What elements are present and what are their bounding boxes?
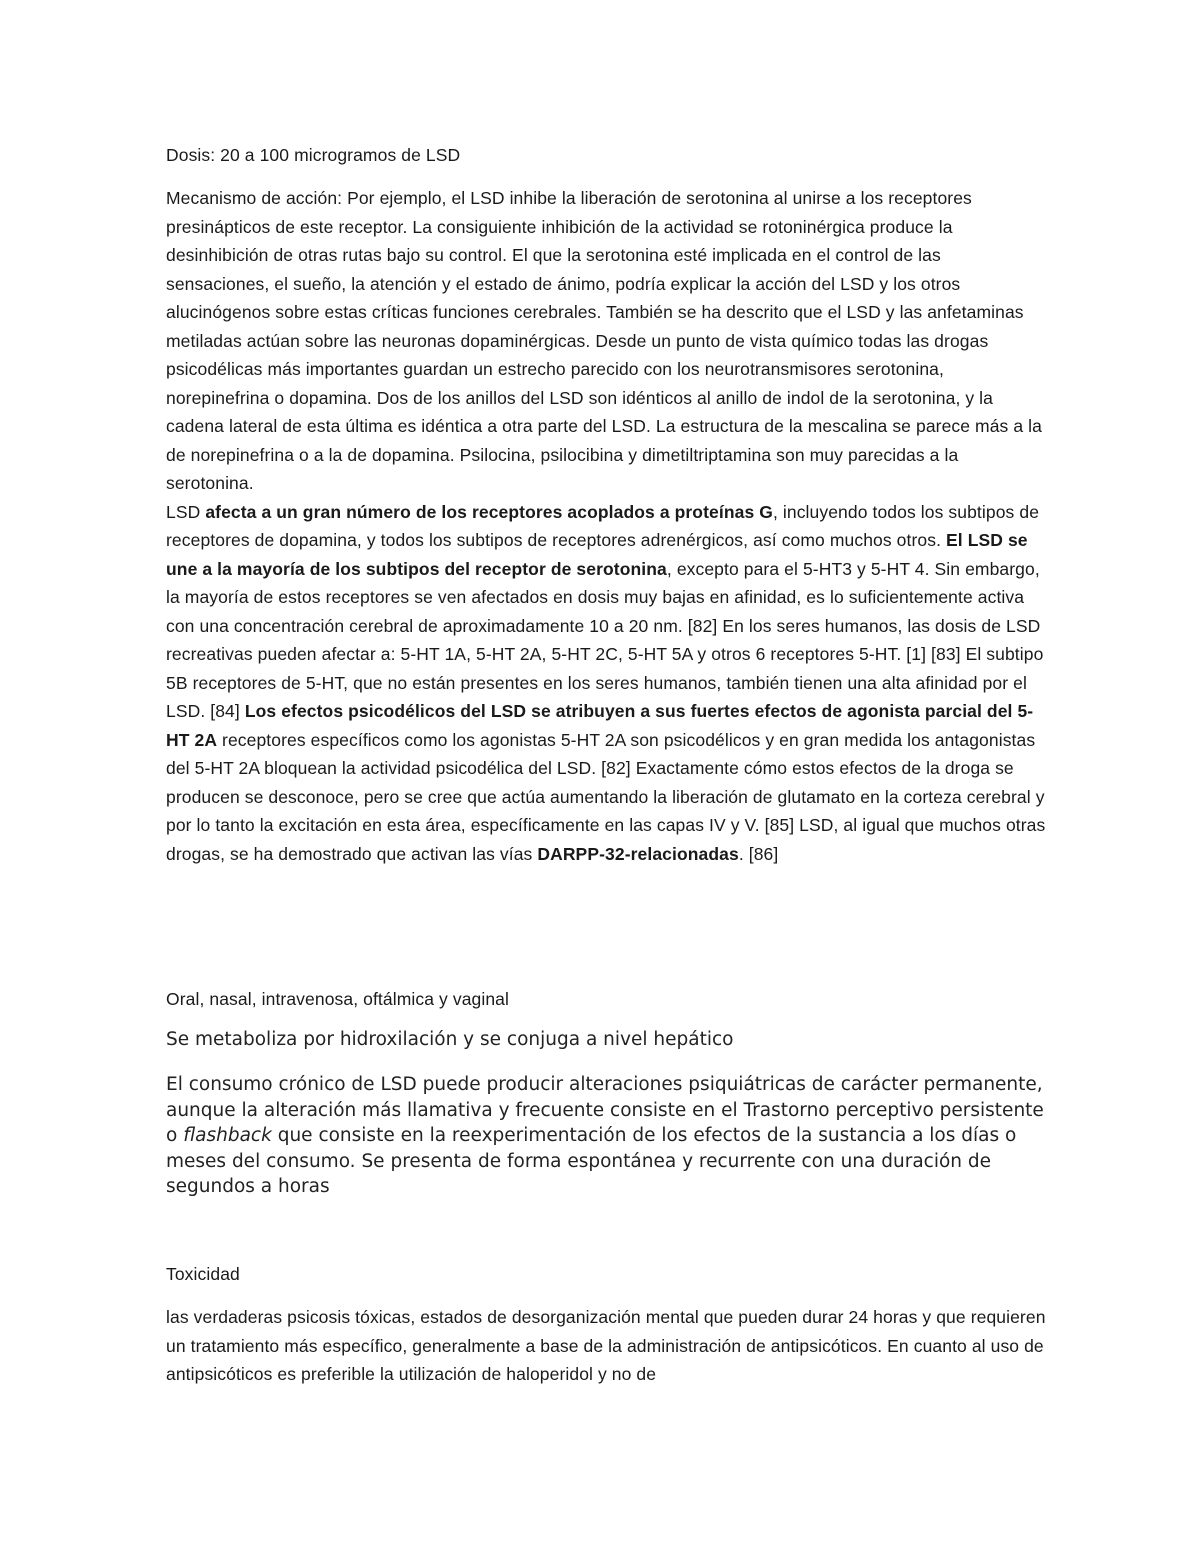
- receptor-text-1: LSD: [166, 501, 206, 522]
- mecanismo-section: [166, 184, 1046, 868]
- toxicidad-paragraph: las verdaderas psicosis tóxicas, estados de desorganización mental que pueden durar 24 horas y que requieren un tratamiento más específico, generalmente a base de la administración de antipsicóticos. En cuanto al uso de antipsicóticos es preferible la utilización de haloperidol y no de: [166, 1307, 1046, 1384]
- receptor-bold-1: afecta a un gran número de los receptores acoplados a proteínas G: [205, 501, 773, 522]
- receptor-text-4: receptores específicos como los agonistas 5-HT 2A son psicodélicos y en gran medida los antagonistas del 5-HT 2A bloquean la actividad psicodélica del LSD. [82] Exactamente cómo estos efectos de la droga se producen se desconoce, pero se cree que actúa aumentando la liberación de glutamato en la corteza cerebral y por lo tanto la excitación en esta área, específicamente en las capas IV y V. [85] LSD, al igual que muchos otras drogas, se ha demostrado que activan las vías: [166, 729, 1046, 864]
- cronico-text-2: que consiste en la reexperimentación de los efectos de la sustancia a los días o meses del consumo. Se presenta de forma espontánea y recurrente con una duración de segundos a horas: [166, 1125, 1017, 1197]
- receptor-text-2: , incluyendo todos los subtipos de receptores de dopamina, y todos los subtipos de receptores adrenérgicos, así como muchos otros.: [166, 501, 1040, 550]
- receptor-bold-2: El LSD se une a la mayoría de los subtipos del receptor de serotonina: [166, 530, 1028, 579]
- toxicidad-heading: Toxicidad: [166, 1264, 240, 1284]
- metabolismo-line: Se metaboliza por hidroxilación y se conjuga a nivel hepático: [166, 1029, 734, 1050]
- consumo-cronico-paragraph: [166, 1072, 1046, 1200]
- vias-line: Oral, nasal, intravenosa, oftálmica y vaginal: [166, 989, 509, 1009]
- mecanismo-paragraph: Mecanismo de acción: Por ejemplo, el LSD inhibe la liberación de serotonina al unirse a los receptores presinápticos de este receptor. La consiguiente inhibición de la actividad se rotoninérgica produce la desinhibición de otras rutas bajo su control. El que la serotonina esté implicada en el control de las sensaciones, el sueño, la atención y el estado de ánimo, podría explicar la acción del LSD y los otros alucinógenos sobre estas críticas funciones cerebrales. También se ha descrito que el LSD y las anfetaminas metiladas actúan sobre las neuronas dopaminérgicas. Desde un punto de vista químico todas las drogas psicodélicas más importantes guardan un estrecho parecido con los neurotransmisores serotonina, norepinefrina o dopamina. Dos de los anillos del LSD son idénticos al anillo de indol de la serotonina, y la cadena lateral de esta última es idéntica a otra parte del LSD. La estructura de la mescalina se parece más a la de norepinefrina o a la de dopamina. Psilocina, psilocibina y dimetiltriptamina son muy parecidas a la serotonina.: [166, 188, 1042, 493]
- receptor-text-3: , excepto para el 5-HT3 y 5-HT 4. Sin embargo, la mayoría de estos receptores se ven afectados en dosis muy bajas en afinidad, es lo suficientemente activa con una concentración cerebral de aproximadamente 10 a 20 nm. [82] En los seres humanos, las dosis de LSD recreativas pueden afectar a: 5-HT 1A, 5-HT 2A, 5-HT 2C, 5-HT 5A y otros 6 receptores 5-HT. [1] [83] El subtipo 5B receptores de 5-HT, que no están presentes en los seres humanos, también tienen una alta afinidad por el LSD. [84]: [166, 558, 1044, 721]
- receptor-bold-3: Los efectos psicodélicos del LSD se atribuyen a sus fuertes efectos de agonista parcial del 5-HT 2A: [166, 701, 1034, 750]
- receptor-bold-4: DARPP-32-relacionadas: [537, 843, 739, 864]
- cronico-text-1: El consumo crónico de LSD puede producir alteraciones psiquiátricas de carácter permanente, aunque la alteración más llamativa y frecuente consiste en el Trastorno perceptivo persistente o: [166, 1074, 1044, 1146]
- flashback-term: flashback: [183, 1125, 272, 1146]
- dosis-line: Dosis: 20 a 100 microgramos de LSD: [166, 145, 461, 165]
- receptor-text-5: . [86]: [738, 843, 779, 864]
